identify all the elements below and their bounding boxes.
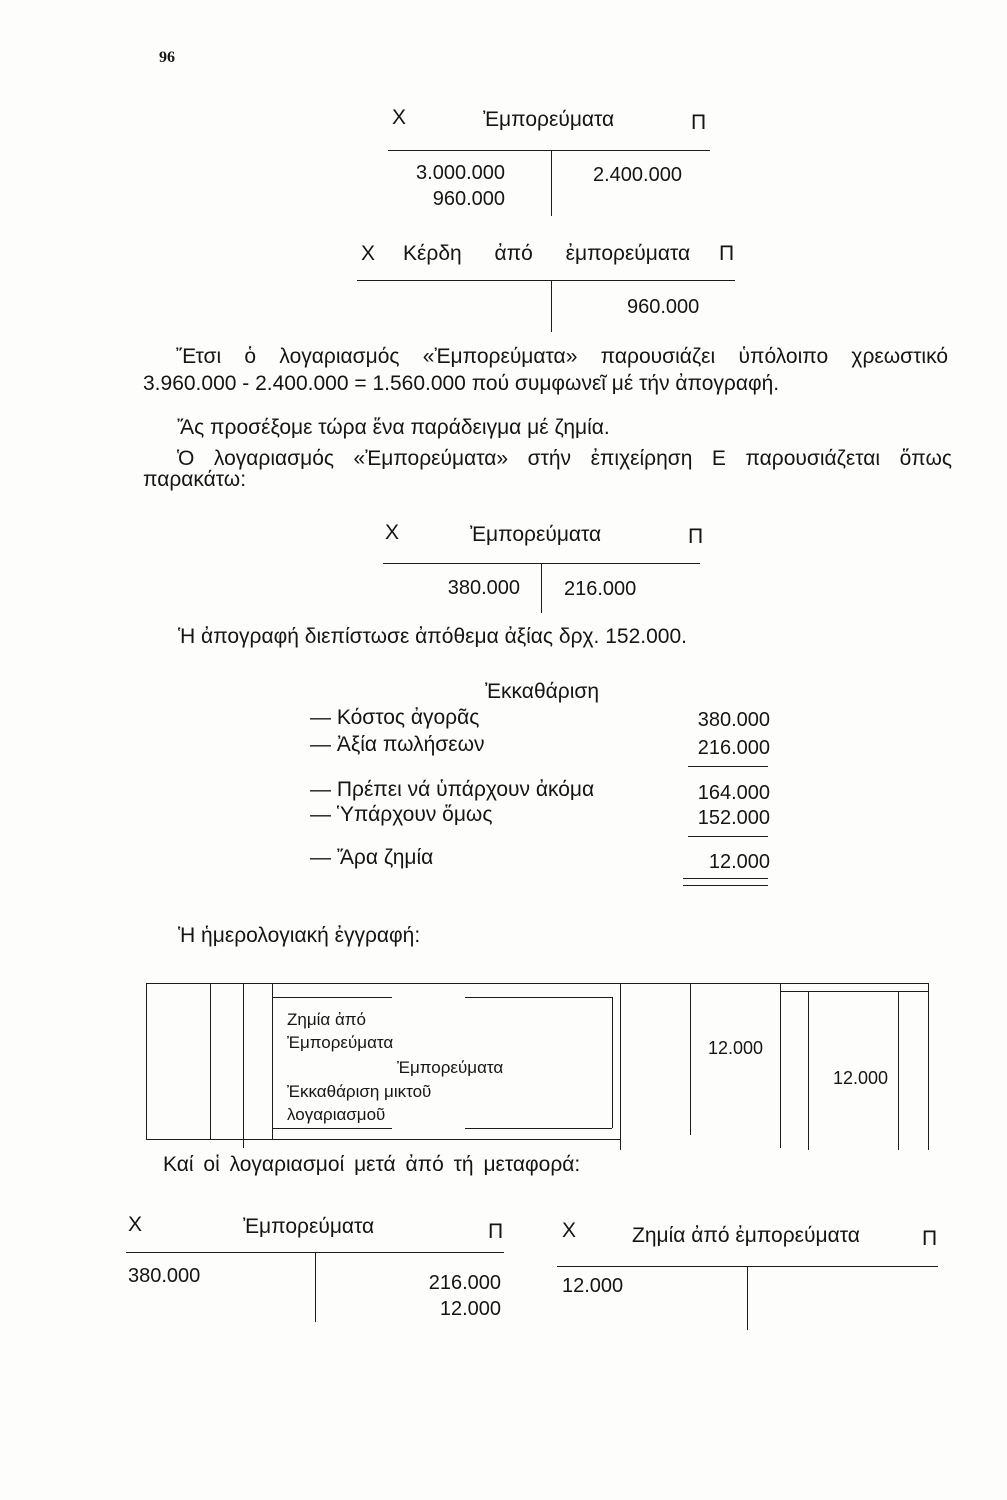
liquidation-row-label: — Ὑπάρχουν ὅμως	[310, 803, 493, 826]
journal-debit-account: Ζημία ἀπό	[287, 1010, 366, 1029]
total-double-rule	[683, 878, 768, 879]
table-column-rule	[928, 983, 929, 1150]
transfer-intro: Καί οἱ λογαριασμοί μετά ἀπό τή μεταφορά:	[163, 1153, 581, 1176]
table-inner-rule	[272, 997, 392, 998]
paragraph-line: 3.960.000 - 2.400.000 = 1.560.000 πού συμφωνεῖ μέ τήν ἀπογραφή.	[143, 372, 780, 395]
liquidation-row-label: — Ἄρα ζημία	[310, 846, 434, 869]
credit-label: Π	[922, 1227, 938, 1250]
t-account-vertical-rule	[541, 563, 542, 613]
liquidation-row-amount: 216.000	[697, 737, 770, 759]
debit-entry: 380.000	[128, 1265, 201, 1287]
table-inner-rule	[780, 991, 929, 992]
table-column-rule	[243, 983, 244, 1148]
debit-label: Χ	[128, 1213, 143, 1236]
journal-debit-amount: 12.000	[708, 1038, 764, 1058]
account-title: Ἐμπορεύματα	[483, 108, 615, 131]
debit-entry: 380.000	[447, 577, 520, 599]
paragraph-line: Ἔτσι ὁ λογαριασμός «Ἐμπορεύματα» παρουσιάζει ὑπόλοιπο χρεωστικό	[176, 345, 948, 368]
debit-label: Χ	[361, 242, 376, 265]
debit-label: Χ	[385, 521, 400, 544]
journal-intro: Ἡ ἡμερολογιακή ἐγγραφή:	[178, 924, 421, 947]
table-column-rule	[612, 997, 613, 1128]
credit-label: Π	[691, 111, 707, 134]
journal-description: Ἐκκαθάριση μικτοῦ	[287, 1082, 432, 1101]
debit-entry: 960.000	[432, 188, 505, 210]
journal-credit-account: Ἐμπορεύματα	[397, 1058, 504, 1077]
paragraph-line: Ὁ λογαριασμός «Ἐμπορεύματα» στήν ἐπιχείρηση Ε παρουσιάζεται ὅπως	[177, 447, 952, 470]
table-column-rule	[808, 991, 809, 1150]
table-inner-rule	[465, 997, 612, 998]
table-column-rule	[146, 983, 147, 1140]
total-double-rule	[683, 885, 768, 886]
journal-description: λογαριασμοῦ	[287, 1105, 386, 1124]
credit-label: Π	[488, 1220, 504, 1243]
table-bottom-rule	[146, 1139, 620, 1140]
subtotal-rule	[688, 836, 768, 837]
t-account-vertical-rule	[747, 1266, 748, 1330]
table-inner-rule	[272, 1128, 392, 1129]
liquidation-row-label: — Κόστος ἀγορᾶς	[310, 706, 480, 729]
credit-entry: 216.000	[564, 578, 637, 600]
table-column-rule	[898, 991, 899, 1150]
debit-label: Χ	[392, 106, 407, 129]
journal-debit-account: Ἐμπορεύματα	[287, 1033, 394, 1052]
debit-entry: 3.000.000	[416, 162, 505, 184]
table-top-rule	[146, 983, 929, 984]
t-account-horizontal-rule	[388, 150, 710, 151]
credit-label: Π	[688, 525, 704, 548]
t-account-vertical-rule	[551, 280, 552, 332]
subtotal-rule	[688, 766, 768, 767]
credit-entry: 2.400.000	[593, 164, 682, 186]
liquidation-row-label: — Ἀξία πωλήσεων	[310, 733, 485, 756]
table-inner-rule	[465, 1128, 612, 1129]
t-account-vertical-rule	[551, 150, 552, 216]
table-column-rule	[272, 983, 273, 1140]
liquidation-row-amount: 380.000	[697, 709, 770, 731]
liquidation-row-amount: 152.000	[697, 807, 770, 829]
t-account-horizontal-rule	[357, 280, 735, 281]
liquidation-title: Ἐκκαθάριση	[485, 680, 600, 703]
page-number: 96	[159, 49, 175, 66]
credit-entry: 216.000	[428, 1272, 501, 1294]
account-title: Ἐμπορεύματα	[470, 523, 602, 546]
liquidation-row-label: — Πρέπει νά ὑπάρχουν ἀκόμα	[310, 778, 595, 801]
account-title: Ζημία ἀπό ἐμπορεύματα	[632, 1224, 860, 1247]
liquidation-row-amount: 164.000	[697, 782, 770, 804]
account-title: Ἐμπορεύματα	[243, 1215, 375, 1238]
table-column-rule	[780, 983, 781, 1148]
credit-entry: 12.000	[439, 1298, 501, 1320]
table-column-rule	[690, 983, 691, 1135]
debit-label: Χ	[562, 1219, 577, 1242]
liquidation-row-amount: 12.000	[708, 851, 770, 873]
journal-credit-amount: 12.000	[833, 1068, 889, 1088]
table-column-rule	[620, 983, 621, 1150]
paragraph-line: παρακάτω:	[143, 468, 247, 491]
t-account-vertical-rule	[315, 1252, 316, 1322]
account-title: Κέρδη ἀπό ἐμπορεύματα	[403, 242, 691, 265]
paragraph-line: Ἡ ἀπογραφή διεπίστωσε ἀπόθεμα ἀξίας δρχ. 152.000.	[178, 625, 687, 648]
debit-entry: 12.000	[562, 1275, 624, 1297]
credit-label: Π	[719, 242, 735, 265]
table-column-rule	[210, 983, 211, 1140]
paragraph-line: Ἄς προσέξομε τώρα ἕνα παράδειγμα μέ ζημία.	[177, 416, 610, 439]
credit-entry: 960.000	[627, 296, 700, 318]
